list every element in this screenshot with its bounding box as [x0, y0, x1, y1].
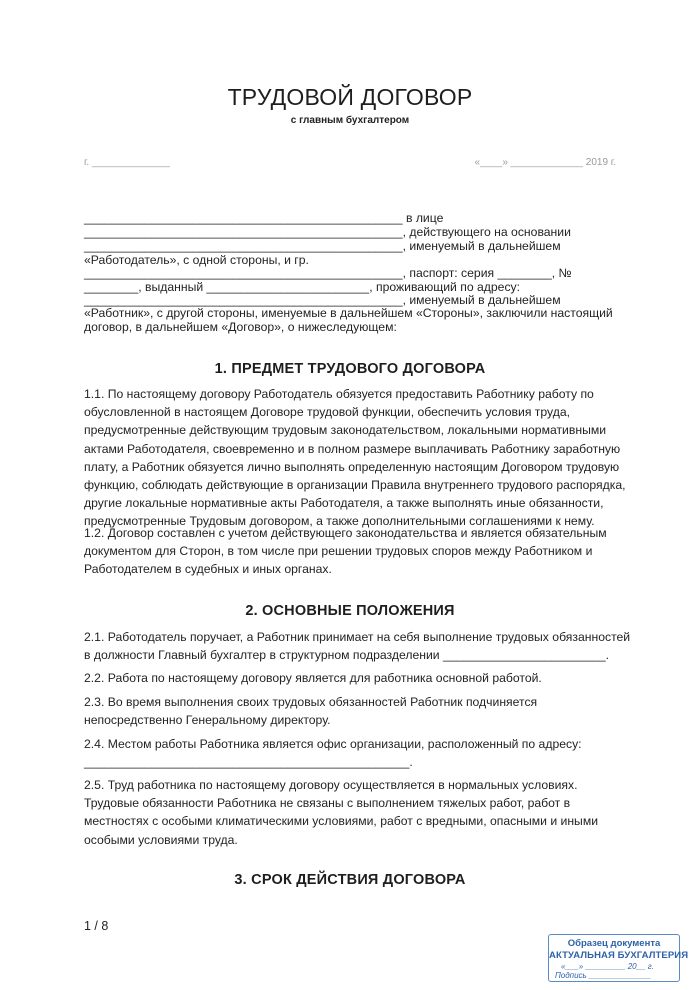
paragraph-2-3: 2.3. Во время выполнения своих трудовых обязанностей Работник подчиняется непосредственно Генеральному директору. [84, 695, 538, 728]
preamble-line: _______________________________________________, паспорт: серия ________, № [84, 266, 572, 280]
preamble-line: «Работодатель», с одной стороны, и гр. [84, 253, 309, 267]
section-heading: 1. ПРЕДМЕТ ТРУДОВОГО ДОГОВОРА [214, 361, 486, 377]
document-title: ТРУДОВОЙ ДОГОВОР [227, 84, 473, 110]
city-field: г. ______________ [84, 157, 170, 168]
section-heading: 3. СРОК ДЕЙСТВИЯ ДОГОВОРА [234, 872, 466, 888]
page-number: 1 / 8 [84, 919, 109, 933]
sample-stamp [548, 934, 689, 982]
preamble-line: _______________________________________________, именуемый в дальнейшем [84, 239, 561, 253]
paragraph-2-1: 2.1. Работодатель поручает, а Работник принимает на себя выполнение трудовых обязанностей в должности Главный бухгалтер в структурном подразделении ________________________. [84, 630, 631, 663]
document-subtitle: с главным бухгалтером [290, 115, 410, 126]
preamble-line: _______________________________________________, именуемый в дальнейшем [84, 293, 561, 307]
stamp-line: АКТУАЛЬНАЯ БУХГАЛТЕРИЯ [549, 950, 689, 961]
stamp-line: Образец документа [567, 938, 661, 949]
preamble-line: ________, выданный ________________________, проживающий по адресу: [84, 280, 521, 294]
stamp-signature: Подпись ______________ [555, 971, 652, 980]
paragraph-2-2: 2.2. Работа по настоящему договору является для работника основной работой. [84, 671, 542, 685]
preamble-line: договор, в дальнейшем «Договор», о нижеследующем: [84, 320, 397, 334]
preamble-line: _______________________________________________ в лице [84, 211, 444, 225]
paragraph-2-4: 2.4. Местом работы Работника является офис организации, расположенный по адресу: ________________________________________________. [84, 737, 582, 770]
paragraph-1-2: 1.2. Договор составлен с учетом действующего законодательства и является обязательным документом для Сторон, в том числе при решении трудовых споров между Работником и Работодателем в судебных и иных органах. [84, 526, 607, 577]
stamp-date: «___» _________ 20__ г. [561, 962, 654, 971]
section-heading: 2. ОСНОВНЫЕ ПОЛОЖЕНИЯ [245, 603, 455, 619]
date-field: «____» _____________ 2019 г. [474, 157, 616, 168]
paragraph-1-1: 1.1. По настоящему договору Работодатель обязуется предоставить Работнику работу по обусловленной в настоящем Договоре трудовой функции, обеспечить условия труда, предусмотренные действующим трудовым законодательством, локальными нормативными актами Работодателя, своевременно и в полном размере выплачивать Работнику заработную плату, а Работник обязуется лично выполнять определенную настоящим Договором трудовую функцию, соблюдать действующие в организации Правила внутреннего трудового распорядка, другие локальные нормативные акты Работодателя, а также выполнять иные обязанности, предусмотренные Трудовым договором, а также дополнительными соглашениями к нему. [84, 387, 626, 529]
preamble-line: _______________________________________________, действующего на основании [84, 225, 571, 239]
paragraph-2-5: 2.5. Труд работника по настоящему договору осуществляется в нормальных условиях. Трудовые обязанности Работника не связаны с выполнением тяжелых работ, работ в местностях с особыми климатическими условиями, работ с вредными, опасными и иными особыми условиями труда. [84, 778, 599, 847]
preamble-line: «Работник», с другой стороны, именуемые в дальнейшем «Стороны», заключили настоящий [84, 306, 613, 320]
